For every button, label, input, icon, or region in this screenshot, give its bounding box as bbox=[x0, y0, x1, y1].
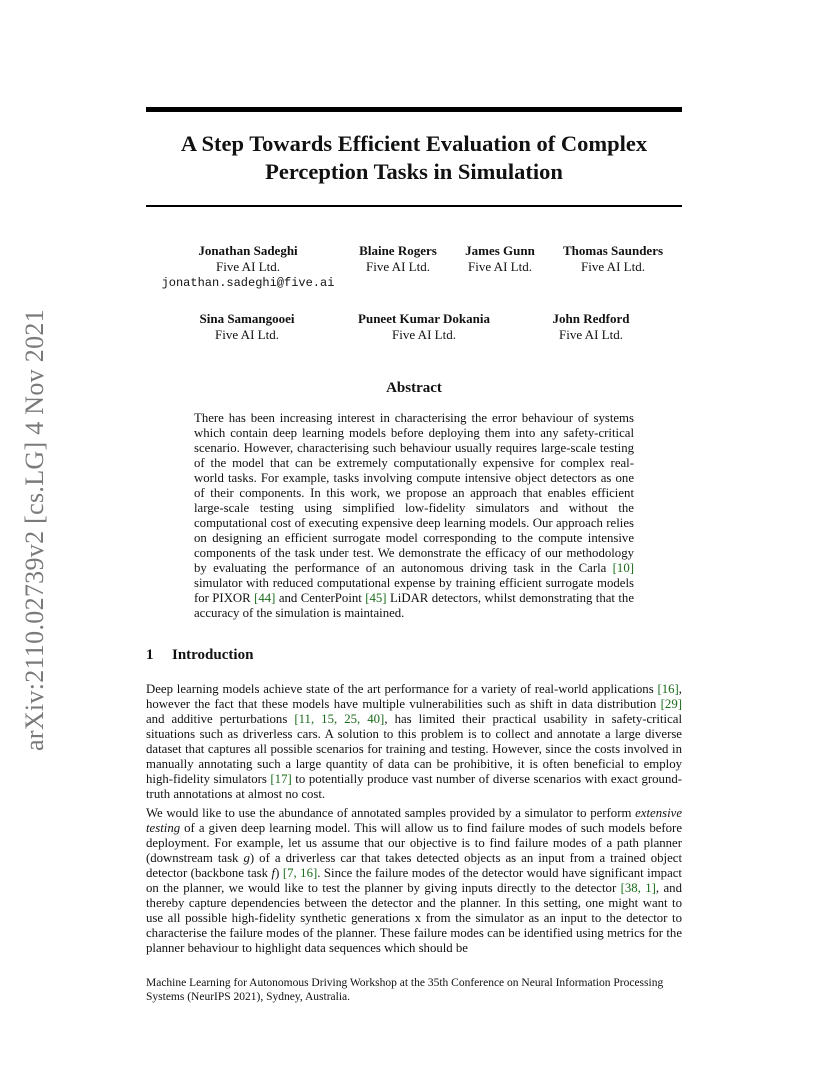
author-affiliation: Five AI Ltd. bbox=[559, 327, 623, 342]
body-text: , and thereby capture dependencies between the detector and the planner. In this setting, one might want to use all possible high-fidelity synthetic generations x from the simulator as an input to the detector to characterise the failure modes of the planner. These failure modes can be identified using metrics for the planner behaviour to highlight data sequences which should be bbox=[146, 881, 682, 955]
citation-link[interactable]: [45] bbox=[365, 591, 387, 605]
section-title: Introduction bbox=[172, 647, 254, 663]
author-affiliation: Five AI Ltd. bbox=[366, 259, 430, 274]
citation-link[interactable]: [10] bbox=[612, 561, 634, 575]
title-bottom-rule bbox=[146, 205, 682, 207]
author-affiliation: Five AI Ltd. bbox=[581, 259, 645, 274]
citation-link[interactable]: [44] bbox=[254, 591, 276, 605]
body-text: , has limited their practical usability in safety-critical situations such as driverless cars. A solution to this problem is to collect and annotate a large diverse dataset that captures all possible scenarios for training and testing. However, since the costs involved in manually annotating such a large quantity of data can be prohibitive, it is often beneficial to employ high-fidelity simulators bbox=[146, 712, 682, 786]
arxiv-identifier-stamp bbox=[14, 300, 56, 760]
author-affiliation: Five AI Ltd. bbox=[216, 259, 280, 274]
arxiv-identifier-text: arXiv:2110.02739v2 [cs.LG] 4 Nov 2021 bbox=[20, 309, 49, 751]
author-name: James Gunn bbox=[465, 243, 535, 258]
body-text: ) of a driverless car that takes detected objects as an input from a trained object detector (backbone task bbox=[146, 851, 682, 880]
body-text: Deep learning models achieve state of the art performance for a variety of real-world applications bbox=[146, 682, 658, 696]
abstract-heading: Abstract bbox=[386, 380, 442, 396]
citation-link[interactable]: [11, 15, 25, 40] bbox=[294, 712, 385, 726]
abstract-text: and CenterPoint bbox=[275, 591, 366, 605]
body-paragraph bbox=[146, 806, 682, 956]
author-name: Thomas Saunders bbox=[562, 243, 664, 258]
abstract-text: simulator with reduced computational expense by training efficient surrogate models for PIXOR bbox=[194, 576, 634, 605]
author-block bbox=[552, 243, 674, 275]
author-name: Sina Samangooei bbox=[199, 311, 295, 326]
abstract-text: LiDAR detectors, whilst demonstrating that the accuracy of the simulation is maintained. bbox=[194, 591, 635, 620]
author-block bbox=[186, 311, 308, 343]
title-top-rule bbox=[146, 107, 682, 112]
body-text: and additive perturbations bbox=[146, 712, 295, 726]
abstract-body bbox=[194, 411, 634, 621]
body-text: . Since the failure modes of the detector would have significant impact on the planner, we would like to test the planner by giving inputs directly to the detector bbox=[146, 866, 682, 895]
body-text: , however the fact that these models have multiple vulnerabilities such as shift in data distribution bbox=[146, 682, 682, 711]
author-affiliation: Five AI Ltd. bbox=[215, 327, 279, 342]
author-block bbox=[160, 243, 336, 291]
math-variable: g bbox=[243, 851, 250, 865]
author-block bbox=[456, 243, 544, 275]
author-block bbox=[540, 311, 642, 343]
body-text: We would like to use the abundance of annotated samples provided by a simulator to perform bbox=[146, 806, 636, 820]
author-name: Jonathan Sadeghi bbox=[198, 243, 298, 258]
emphasis-text: extensive testing bbox=[146, 806, 682, 835]
abstract-text: There has been increasing interest in characterising the error behaviour of systems which contain deep learning models before deploying them into any safety-critical scenario. However, characterising such behaviour usually requires large-scale testing of the model that can be extremely computationally expensive for complex real-world tasks. For example, tasks involving compute intensive object detectors as one of their components. In this work, we propose an approach that enables efficient large-scale testing using simplified low-fidelity simulators and without the computational cost of executing expensive deep learning models. Our approach relies on designing an efficient surrogate model corresponding to the compute intensive components of the task under test. We demonstrate the efficacy of our methodology by evaluating the performance of an autonomous driving task in the Carla bbox=[194, 411, 634, 575]
author-block bbox=[344, 311, 504, 343]
citation-link[interactable]: [7, 16] bbox=[282, 866, 318, 880]
author-affiliation: Five AI Ltd. bbox=[392, 327, 456, 342]
citation-link[interactable]: [38, 1] bbox=[620, 881, 656, 895]
paper-title bbox=[146, 130, 682, 186]
paper-title-line-1: A Step Towards Efficient Evaluation of Complex bbox=[180, 131, 648, 156]
author-name: Puneet Kumar Dokania bbox=[358, 311, 490, 326]
citation-link[interactable]: [29] bbox=[660, 697, 682, 711]
body-paragraph bbox=[146, 682, 682, 802]
author-block bbox=[348, 243, 448, 275]
paper-title-line-2: Perception Tasks in Simulation bbox=[265, 159, 563, 184]
author-email[interactable]: jonathan.sadeghi@five.ai bbox=[161, 276, 335, 290]
venue-footnote: Machine Learning for Autonomous Driving Workshop at the 35th Conference on Neural Information Processing Systems (NeurIPS 2021), Sydney, Australia. bbox=[146, 977, 664, 1003]
section-heading-introduction bbox=[146, 647, 253, 664]
body-text: to potentially produce vast number of diverse scenarios with exact ground-truth annotations at almost no cost. bbox=[146, 772, 682, 801]
body-text: of a given deep learning model. This will allow us to find failure modes of such models before deployment. For example, let us assume that our objective is to find failure modes of a path planner (downstream task bbox=[146, 821, 682, 865]
math-variable: f bbox=[271, 866, 276, 880]
author-affiliation: Five AI Ltd. bbox=[468, 259, 532, 274]
author-name: Blaine Rogers bbox=[359, 243, 437, 258]
citation-link[interactable]: [17] bbox=[270, 772, 292, 786]
body-text: ) bbox=[275, 866, 283, 880]
section-number: 1 bbox=[146, 647, 154, 663]
citation-link[interactable]: [16] bbox=[657, 682, 679, 696]
author-name: John Redford bbox=[552, 311, 630, 326]
